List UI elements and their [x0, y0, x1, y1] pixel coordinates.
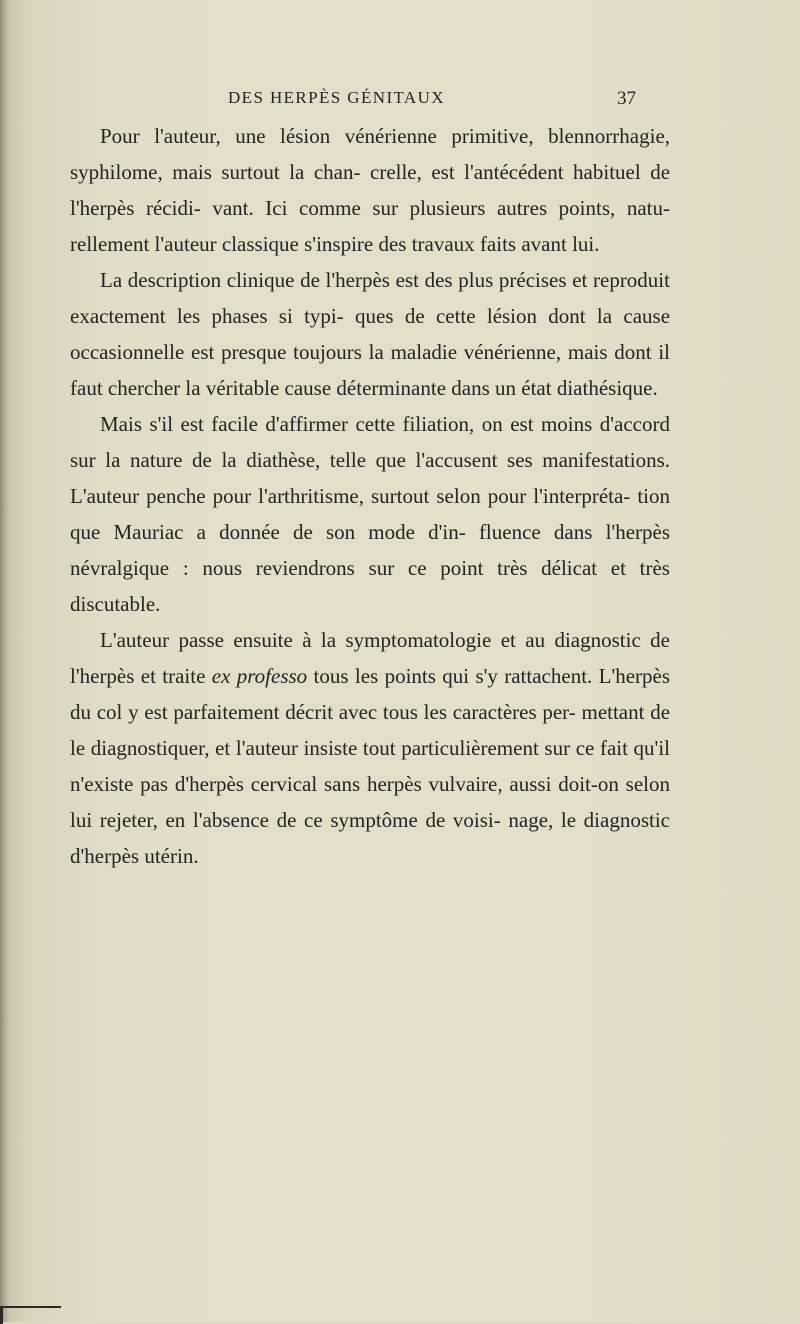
text-line: nage, le diagnostic d'herpès utérin.: [70, 808, 670, 868]
text-line: est moins d'accord sur la nature de la diathèse, telle: [70, 412, 670, 472]
text-line: les points qui s'y rattachent. L'herpès du col y est: [70, 664, 671, 724]
text-line: dans un état diathésique.: [451, 376, 658, 400]
page-number: 37: [617, 88, 636, 109]
running-title: DES HERPÈS GÉNITAUX: [228, 88, 445, 107]
text-line: que l'accusent ses manifestations. L'auteur penche: [70, 448, 670, 508]
body-text: [70, 118, 670, 874]
text-line: tous: [313, 664, 349, 688]
text-line: crelle, est l'antécédent habituel de l'herpès récidi-: [70, 160, 671, 220]
text-line: blennorrhagie, syphilome, mais surtout la chan-: [70, 124, 671, 184]
page-gutter-shadow: [0, 0, 10, 1322]
text-line: faits avant lui.: [479, 232, 600, 256]
text-line: rellement l'auteur classique s'inspire des travaux: [70, 232, 475, 256]
italic-phrase: ex professo: [211, 664, 308, 688]
text-line: particulièrement sur ce fait qu'il n'existe pas d'herpès: [70, 736, 671, 796]
text-line: fluence dans l'herpès névralgique : nous reviendrons: [70, 520, 670, 580]
paragraph-2: [70, 262, 670, 406]
text-line: presque toujours la maladie vénérienne, mais dont: [221, 340, 652, 364]
text-line: il faut chercher la véritable cause déterminante: [70, 340, 671, 400]
running-header: [0, 88, 800, 114]
text-line: Mais s'il est facile d'affirmer cette filiation, on: [100, 412, 503, 436]
text-line: au diagnostic de l'herpès et traite: [70, 628, 670, 688]
text-line: précises et reproduit exactement les phases si typi-: [70, 268, 670, 328]
paragraph-3: [70, 406, 670, 622]
text-line: ques de cette lésion dont la cause occasionnelle est: [70, 304, 671, 364]
text-line: L'auteur passe ensuite à la symptomatologie et: [100, 628, 516, 652]
text-line: mettant de le diagnostiquer, et l'auteur insiste tout: [70, 700, 671, 760]
page-corner-mark: [0, 1306, 61, 1324]
text-line: Pour l'auteur, une lésion vénérienne primitive,: [100, 124, 534, 148]
paragraph-1: [70, 118, 670, 262]
text-line: cervical sans herpès vulvaire, aussi doit-on selon: [250, 772, 670, 796]
text-line: parfaitement décrit avec tous les caractères per-: [173, 700, 576, 724]
text-line: lui rejeter, en l'absence de ce symptôme de voisi-: [70, 808, 501, 832]
text-line: La description clinique de l'herpès est des plus: [100, 268, 494, 292]
paragraph-4: [70, 622, 670, 874]
text-line: tion que Mauriac a donnée de son mode d'in-: [70, 484, 671, 544]
text-line: sur ce point très délicat et très discutable.: [70, 556, 670, 616]
text-line: pour l'arthritisme, surtout selon pour l'interpréta-: [212, 484, 631, 508]
text-line: vant. Ici comme sur plusieurs autres points, natu-: [212, 196, 670, 220]
